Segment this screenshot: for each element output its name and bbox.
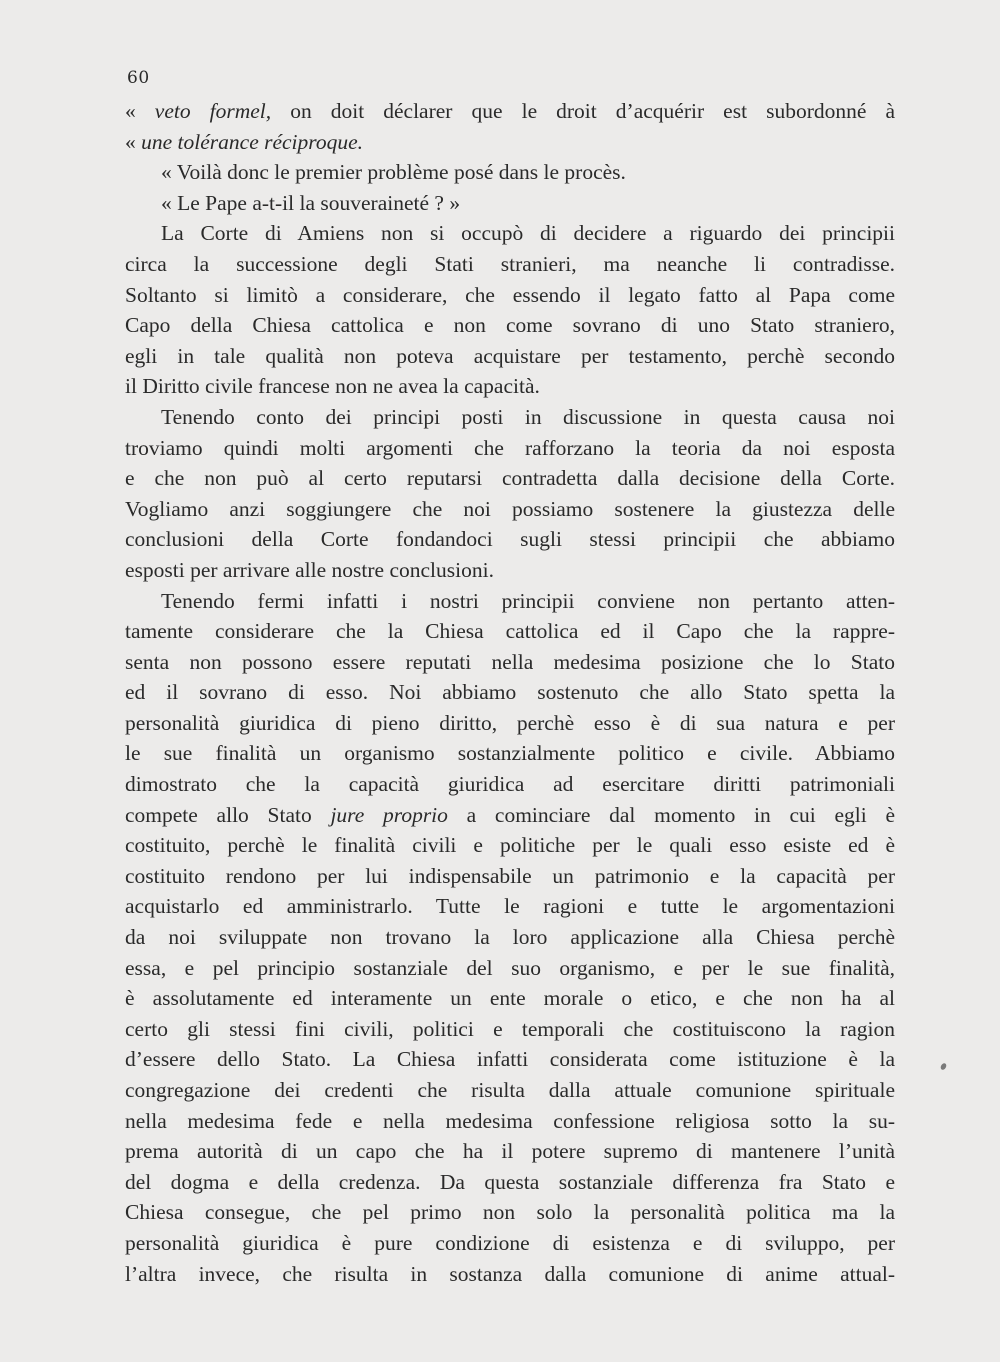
italic-text: veto formel, [154,99,272,123]
text-span: il Diritto civile francese non ne avea la capacità. [125,374,540,399]
text-line [125,402,895,433]
text-span: on doit déclarer que le droit d’acquérir est subordonné à [271,99,895,123]
text-span: circa la successione degli Stati stranieri, ma neanche li contradisse. [125,251,895,276]
text-line [125,524,895,555]
text-line [125,983,895,1014]
text-span: dimostrato che la capacità giuridica ad esercitare diritti patrimoniali [125,772,895,797]
italic-text: jure proprio [330,802,448,827]
text-line [125,96,895,127]
text-span: conclusioni della Corte fondandoci sugli stessi principii che abbiamo [125,527,895,552]
text-line [125,830,895,861]
text-line [125,494,895,525]
text-span: Soltanto si limitò a considerare, che essendo il legato fatto al Papa come [125,282,895,307]
text-line [125,1197,895,1228]
text-span: nella medesima fede e nella medesima confessione religiosa sotto la su- [125,1108,895,1133]
text-span: prema autorità di un capo che ha il potere supremo di mantenere l’unità [125,1139,895,1164]
text-line [125,861,895,892]
body-text [125,96,895,1289]
text-line [125,280,895,311]
text-span: e che non può al certo reputarsi contradetta dalla decisione della Corte. [125,466,895,491]
text-line [125,1044,895,1075]
text-line [125,1014,895,1045]
text-line [125,738,895,769]
text-span: Chiesa consegue, che pel primo non solo la personalità politica ma la [125,1200,895,1225]
text-line [125,218,895,249]
text-line [125,463,895,494]
text-line [125,1075,895,1106]
text-span: Vogliamo anzi soggiungere che noi possiamo sostenere la giustezza delle [125,496,895,521]
text-span: ed il sovrano di esso. Noi abbiamo sostenuto che allo Stato spetta la [125,680,895,705]
text-span: tamente considerare che la Chiesa cattolica ed il Capo che la rappre- [125,619,895,644]
text-line [125,249,895,280]
text-span: le sue finalità un organismo sostanzialmente politico e civile. Abbiamo [125,741,895,766]
text-line [125,1259,895,1290]
text-line [125,953,895,984]
text-span: Capo della Chiesa cattolica e non come sovrano di uno Stato straniero, [125,313,895,338]
text-span: essa, e pel principio sostanziale del suo organismo, e per le sue finalità, [125,955,895,980]
text-span: congregazione dei credenti che risulta dalla attuale comunione spirituale [125,1078,895,1102]
text-span: « [125,99,155,123]
text-line [125,555,895,586]
text-span: a cominciare dal momento in cui egli è [447,802,895,827]
text-line [125,708,895,739]
text-line [125,1167,895,1198]
text-span: esposti per arrivare alle nostre conclusioni. [125,557,494,582]
text-line [125,1228,895,1259]
text-span: del dogma e della credenza. Da questa sostanziale differenza fra Stato e [125,1169,895,1194]
text-line [125,922,895,953]
ink-speck [940,1062,948,1071]
text-span: l’altra invece, che risulta in sostanza dalla comunione di anime attual- [125,1261,895,1286]
text-span: costituito rendono per lui indispensabile un patrimonio e la capacità per [125,863,895,888]
text-span: personalità giuridica di pieno diritto, perchè esso è di sua natura e per [125,710,895,735]
text-line [125,647,895,678]
text-line [125,127,895,158]
text-span: è assolutamente ed interamente un ente morale o etico, e che non ha al [125,986,895,1011]
text-span: « [125,129,142,154]
text-span: acquistarlo ed amministrarlo. Tutte le ragioni e tutte le argomentazioni [125,894,895,919]
text-span: « Le Pape a-t-il la souveraineté ? » [161,190,461,215]
page-number: 60 [127,68,150,88]
text-span: Tenendo fermi infatti i nostri principii conviene non pertanto atten- [161,588,895,613]
text-line [125,586,895,617]
text-span: Tenendo conto dei principi posti in discussione in questa causa noi [161,404,895,429]
text-span: « Voilà donc le premier problème posé dans le procès. [161,160,626,185]
text-line [125,677,895,708]
text-span: La Corte di Amiens non si occupò di decidere a riguardo dei principii [161,221,895,246]
text-span: costituito, perchè le finalità civili e politiche per le quali esso esiste ed è [125,833,895,858]
text-line [125,1106,895,1137]
text-span: personalità giuridica è pure condizione di esistenza e di sviluppo, per [125,1230,895,1255]
text-line [125,341,895,372]
text-line [125,371,895,402]
text-span: compete allo Stato [125,802,331,827]
text-span: d’essere dello Stato. La Chiesa infatti considerata come istituzione è la [125,1047,895,1072]
text-span: senta non possono essere reputati nella medesima posizione che lo Stato [125,649,895,674]
text-line [125,769,895,800]
text-line [125,800,895,831]
text-line [125,188,895,219]
text-span: da noi sviluppate non trovano la loro applicazione alla Chiesa perchè [125,925,895,950]
text-line [125,310,895,341]
text-line [125,157,895,188]
text-span: egli in tale qualità non poteva acquistare per testamento, perchè secondo [125,343,895,368]
text-line [125,616,895,647]
text-line [125,1136,895,1167]
italic-text: une tolérance réciproque. [141,129,364,154]
text-line [125,433,895,464]
text-span: certo gli stessi fini civili, politici e temporali che costituiscono la ragion [125,1016,895,1041]
text-line [125,891,895,922]
text-span: troviamo quindi molti argomenti che rafforzano la teoria da noi esposta [125,435,895,460]
